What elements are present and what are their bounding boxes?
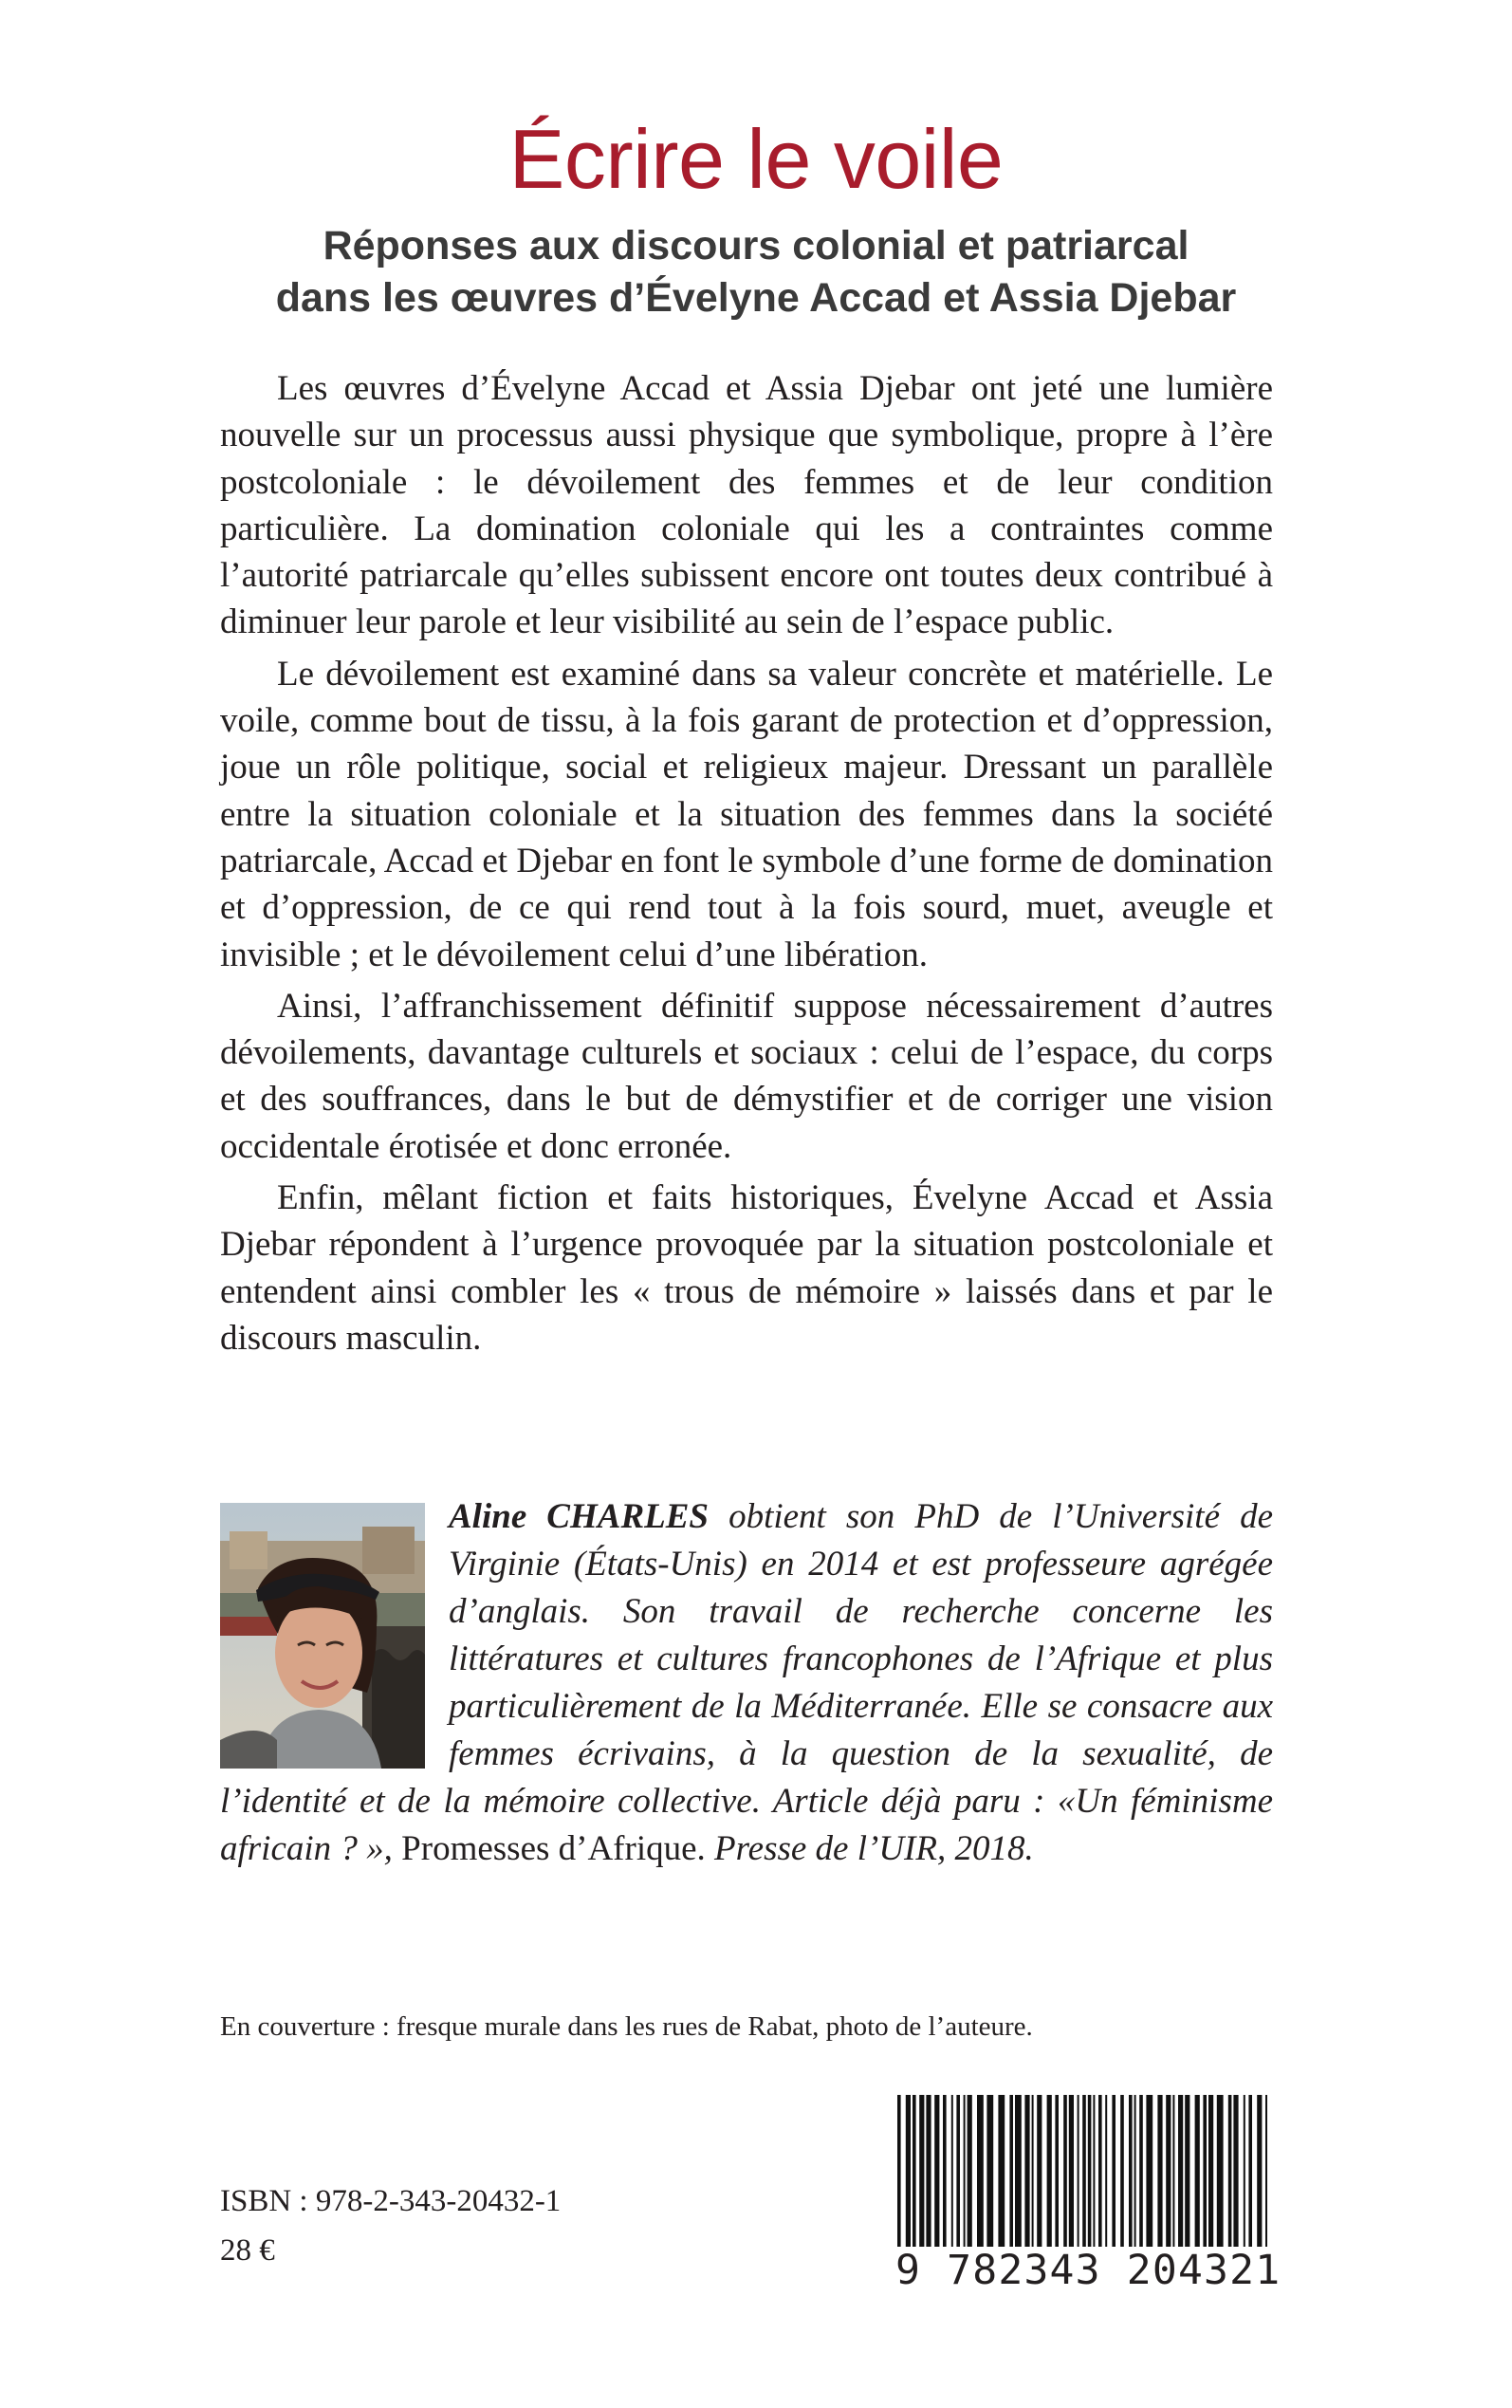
barcode-bar [1032,2095,1034,2247]
barcode-bar [1217,2095,1224,2247]
barcode-bar [926,2095,931,2247]
isbn: ISBN : 978-2-343-20432-1 [220,2184,562,2218]
barcode-bar [1139,2095,1143,2247]
barcode-bar [1244,2095,1245,2247]
author-publisher: Presse de l’UIR, 2018. [705,1829,1034,1868]
barcode-bar [943,2095,947,2247]
barcode-bar [1024,2095,1029,2247]
back-cover-blurb [220,365,1273,1366]
subtitle-line-1: Réponses aux discours colonial et patriarcal [323,223,1189,269]
barcode-bar [1185,2095,1189,2247]
barcode-bar [1009,2095,1013,2247]
barcode-bar [1228,2095,1232,2247]
blurb-paragraph-4: Enfin, mêlant fiction et faits historiques, Évelyne Accad et Assia Djebar répondent à l’urgence provoquée par la situation postcoloniale et entendent ainsi combler les « trous de mémoire » laissés dans et par le discours masculin. [220,1178,1273,1358]
barcode-bar [1146,2095,1152,2247]
barcode-bar [1015,2095,1022,2247]
barcode-bar [919,2095,924,2247]
barcode-bar [1047,2095,1052,2247]
barcode-bar [968,2095,972,2247]
barcode-bar [1178,2095,1183,2247]
author-bio-text: obtient son PhD de l’Université de Virginie (États-Unis) en 2014 et est professeure agrégée d’anglais. Son travail de recherche concerne les littératures et cultures francophones de l’Afrique et plus particulièrement de la Méditerranée. Elle se consacre aux femmes écrivains, à la question de la sexualité, de l’identité et de la mémoire collective. Article déjà paru : «Un féminisme africain ? », [220,1497,1273,1868]
barcode-digits: 9 782343 204321 [895,2247,1282,2294]
barcode-bar [1166,2095,1171,2247]
barcode-bar [1037,2095,1042,2247]
barcode-bar [951,2095,953,2247]
barcode-bar [1195,2095,1200,2247]
book-subtitle [0,220,1512,324]
barcode-bar [1105,2095,1107,2247]
blurb-paragraph-1: Les œuvres d’Évelyne Accad et Assia Djebar ont jeté une lumière nouvelle sur un processus aussi physique que symbolique, propre à l’ère postcoloniale : le dévoilement des femmes et de leur condition particulière. La domination coloniale qui les a contraintes comme l’autorité patriarcale qu’elles subissent encore ont toutes deux contribué à diminuer leur parole et leur visibilité au sein de l’espace public. [220,369,1273,642]
barcode-bar [1172,2095,1174,2247]
barcode-bar [998,2095,1005,2247]
barcode-bar [1112,2095,1116,2247]
author-name: Aline CHARLES [449,1497,709,1536]
cover-photo-credit: En couverture : fresque murale dans les rues de Rabat, photo de l’auteure. [220,2011,1033,2042]
author-photo [220,1503,425,1769]
barcode-bar [1093,2095,1095,2247]
barcode-bar [986,2095,993,2247]
barcode-bar [1069,2095,1074,2247]
barcode-bar [1233,2095,1238,2247]
subtitle-line-2: dans les œuvres d’Évelyne Accad et Assia Djebar [275,275,1237,321]
barcode-bar [1134,2095,1136,2247]
author-publication-title: Promesses d’Afrique. [392,1829,706,1868]
barcode-bar [964,2095,966,2247]
barcode-bar [934,2095,939,2247]
barcode-bar [1098,2095,1102,2247]
barcode-bar [1129,2095,1133,2247]
barcode-bar [1208,2095,1213,2247]
author-biography [220,1493,1273,1873]
book-title: Écrire le voile [508,112,1004,206]
barcode-bar [1157,2095,1162,2247]
barcode-bar [956,2095,960,2247]
barcode-bar [1248,2095,1252,2247]
barcode-bar [1055,2095,1059,2247]
price: 28 € [220,2233,275,2268]
barcode-bar [1203,2095,1207,2247]
barcode-bar [977,2095,984,2247]
blurb-paragraph-2: Le dévoilement est examiné dans sa valeur concrète et matérielle. Le voile, comme bout de tissu, à la fois garant de protection et d’oppression, joue un rôle politique, social et religieux majeur. Dressant un parallèle entre la situation coloniale et la situation des femmes dans la société patriarcale, Accad et Djebar en font le symbole d’une forme de domination et d’oppression, de ce qui rend tout à la fois sourd, muet, aveugle et invisible ; et le dévoilement celui d’une libération. [220,654,1273,974]
barcode-bar [1063,2095,1067,2247]
blurb-paragraph-3: Ainsi, l’affranchissement définitif suppose nécessairement d’autres dévoilements, davantage culturels et sociaux : celui de l’espace, du corps et des souffrances, dans le but de démystifier et de corriger une vision occidentale érotisée et donc erronée. [220,986,1273,1166]
barcode-bar [1120,2095,1124,2247]
